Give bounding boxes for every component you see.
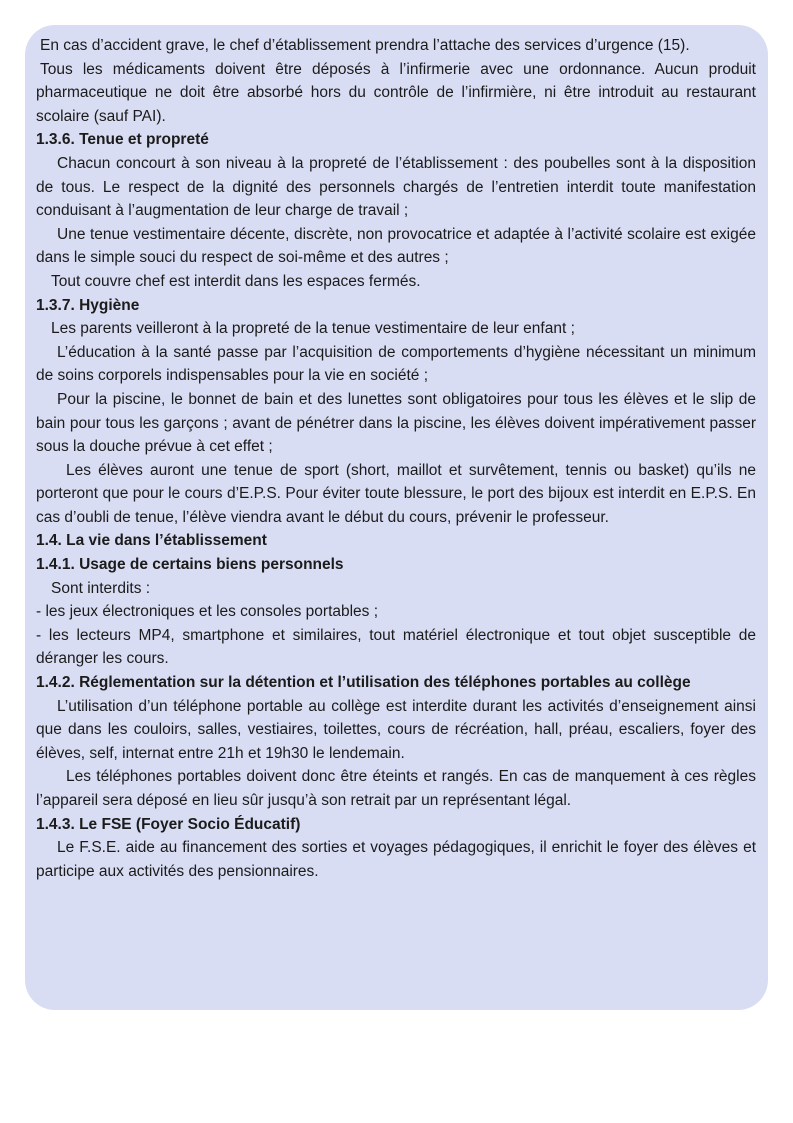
paragraph-intro-2: Tous les médicaments doivent être déposés à l’infirmerie avec une ordonnance. Aucun produit pharmaceutique ne doit être absorbé hors du contrôle de l’infirmière, ni être introduit au restaurant scolaire (sauf PAI). [36,60,756,125]
section-heading-1-4-1: 1.4.1. Usage de certains biens personnels [36,556,344,574]
section-heading-1-4-3: 1.4.3. Le FSE (Foyer Socio Éducatif) [36,815,301,833]
paragraph: Pour la piscine, le bonnet de bain et des lunettes sont obligatoires pour tous les élèves et le slip de bain pour tous les garçons ; avant de pénétrer dans la piscine, les élèves doivent impérativement passer sous la douche prévue à cet effet ; [36,390,756,456]
paragraph: Chacun concourt à son niveau à la propreté de l’établissement : des poubelles sont à la disposition de tous. Le respect de la dignité des personnels chargés de l’entretien interdit toute manifestation conduisant à l’augmentation de leur charge de travail ; [36,154,756,220]
paragraph: Les téléphones portables doivent donc être éteints et rangés. En cas de manquement à ces règles l’appareil sera déposé en lieu sûr jusqu’à son retrait par un représentant légal. [36,768,756,809]
rules-panel [25,25,768,1010]
paragraph-intro-1: En cas d’accident grave, le chef d’établissement prendra l’attache des services d’urgence (15). [40,37,690,54]
paragraph: Tout couvre chef est interdit dans les espaces fermés. [51,272,421,290]
section-heading-1-3-7: 1.3.7. Hygiène [36,296,140,314]
paragraph: Une tenue vestimentaire décente, discrète, non provocatrice et adaptée à l’activité scolaire est exigée dans le simple souci du respect de soi-même et des autres ; [36,225,756,267]
paragraph: Les parents veilleront à la propreté de la tenue vestimentaire de leur enfant ; [51,320,575,338]
section-heading-1-4-2: 1.4.2. Réglementation sur la détention et l’utilisation des téléphones portables au collège [36,674,691,692]
list-item: - les lecteurs MP4, smartphone et similaires, tout matériel électronique et tout objet susceptible de déranger les cours. [36,626,756,668]
list-item: - les jeux électroniques et les consoles portables ; [36,603,379,621]
paragraph: Les élèves auront une tenue de sport (short, maillot et survêtement, tennis ou basket) qu’ils ne porteront que pour le cours d’E.P.S. Pour éviter toute blessure, le port des bijoux est interdit en E.P.S. En cas d’oubli de tenue, l’élève viendra avant le début du cours, prévenir le professeur. [36,461,756,526]
paragraph: L’éducation à la santé passe par l’acquisition de comportements d’hygiène nécessitant un minimum de soins corporels indispensables pour la vie en société ; [36,343,756,385]
paragraph: L’utilisation d’un téléphone portable au collège est interdite durant les activités d’enseignement ainsi que dans les couloirs, salles, vestiaires, toilettes, cours de récréation, hall, préau, escaliers, foyer des élèves, self, internat entre 21h et 19h30 le lendemain. [36,697,756,762]
paragraph: Sont interdits : [51,579,151,597]
section-heading-1-3-6: 1.3.6. Tenue et propreté [36,131,209,149]
paragraph: Le F.S.E. aide au financement des sorties et voyages pédagogiques, il enrichit le foyer des élèves et participe aux activités des pensionnaires. [36,839,756,880]
section-heading-1-4: 1.4. La vie dans l’établissement [36,532,267,550]
